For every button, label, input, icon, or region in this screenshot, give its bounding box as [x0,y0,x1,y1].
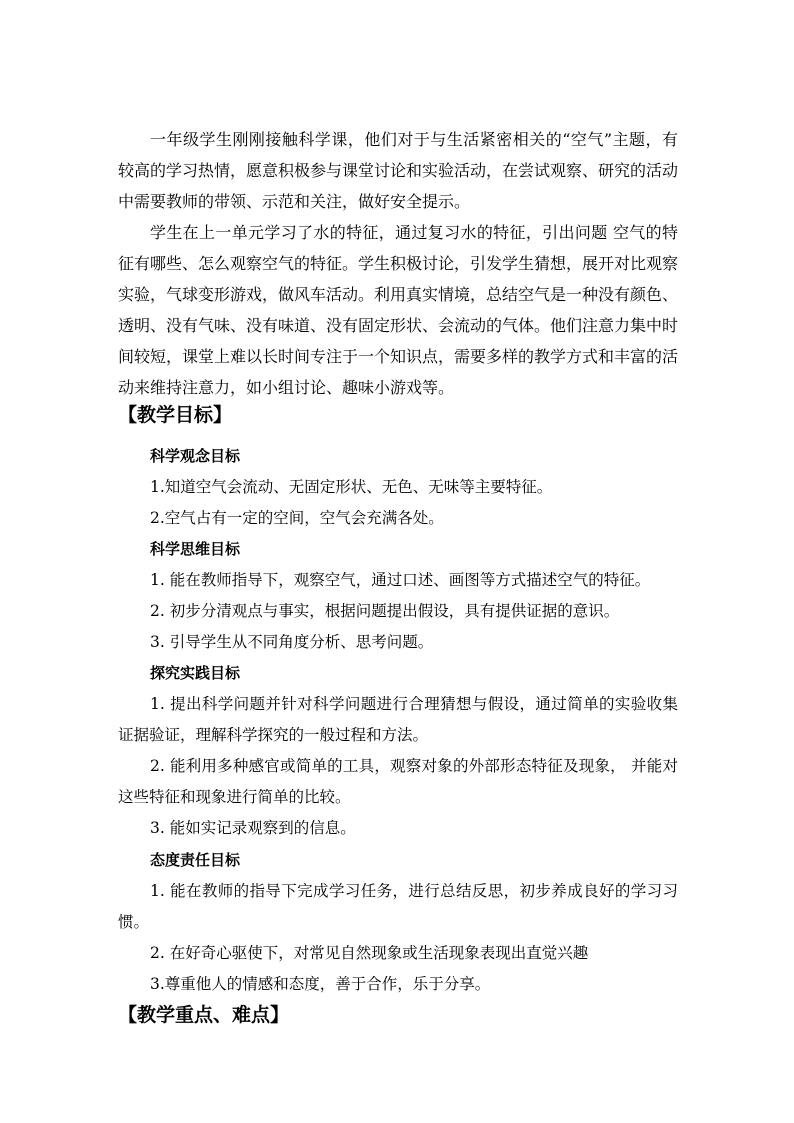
practice-objectives-title: 探究实践目标 [150,664,241,682]
thinking-item-3: 3. 引导学生从不同角度分析、思考问题。 [150,633,434,651]
thinking-item-2: 2. 初步分清观点与事实，根据问题提出假设，具有提供证据的意识。 [150,602,620,620]
intro-paragraph-1: 一年级学生刚刚接触科学课，他们对于与生活紧密相关的“空气”主题，有较高的学习热情，愿意积极参与课堂讨论和实验活动，在尝试观察、研究的活动中需要教师的带领、示范和关注，做好安全提示。 [118,130,679,211]
teaching-objectives-heading: 【教学目标】 [118,404,233,426]
attitude-item-1: 1. 能在教师的指导下完成学习任务，进行总结反思，初步养成良好的学习习惯。 [118,882,678,931]
practice-item-3: 3. 能如实记录观察到的信息。 [150,819,356,837]
concept-item-1: 1.知道空气会流动、无固定形状、无色、无味等主要特征。 [150,478,553,496]
thinking-objectives-title: 科学思维目标 [150,540,241,558]
attitude-item-2: 2. 在好奇心驱使下，对常见自然现象或生活现象表现出直觉兴趣 [150,944,589,962]
thinking-item-1: 1. 能在教师指导下，观察空气，通过口述、画图等方式描述空气的特征。 [150,571,651,589]
practice-item-1: 1. 提出科学问题并针对科学问题进行合理猜想与假设，通过简单的实验收集证据验证，理解科学探究的一般过程和方法。 [118,695,678,744]
concept-objectives-title: 科学观念目标 [150,447,241,465]
practice-item-2: 2. 能利用多种感官或简单的工具，观察对象的外部形态特征及现象， 并能对这些特征和现象进行简单的比较。 [118,757,678,806]
intro-paragraph-2: 学生在上一单元学习了水的特征，通过复习水的特征，引出问题 空气的特征有哪些、怎么观察空气的特征。学生积极讨论，引发学生猜想，展开对比观察实验，气球变形游戏，做风车活动。利用真实情境，总结空气是一种没有颜色、透明、没有气味、没有味道、没有固定形状、会流动的气体。他们注意力集中时间较短，课堂上难以长时间专注于一个知识点，需要多样的教学方式和丰富的活动来维持注意力，如小组讨论、趣味小游戏等。 [118,223,679,397]
concept-item-2: 2.空气占有一定的空间，空气会充满各处。 [150,509,444,527]
attitude-objectives-title: 态度责任目标 [150,851,241,869]
attitude-item-3: 3.尊重他人的情感和态度，善于合作，乐于分享。 [150,975,491,993]
key-points-heading: 【教学重点、难点】 [118,1004,290,1026]
